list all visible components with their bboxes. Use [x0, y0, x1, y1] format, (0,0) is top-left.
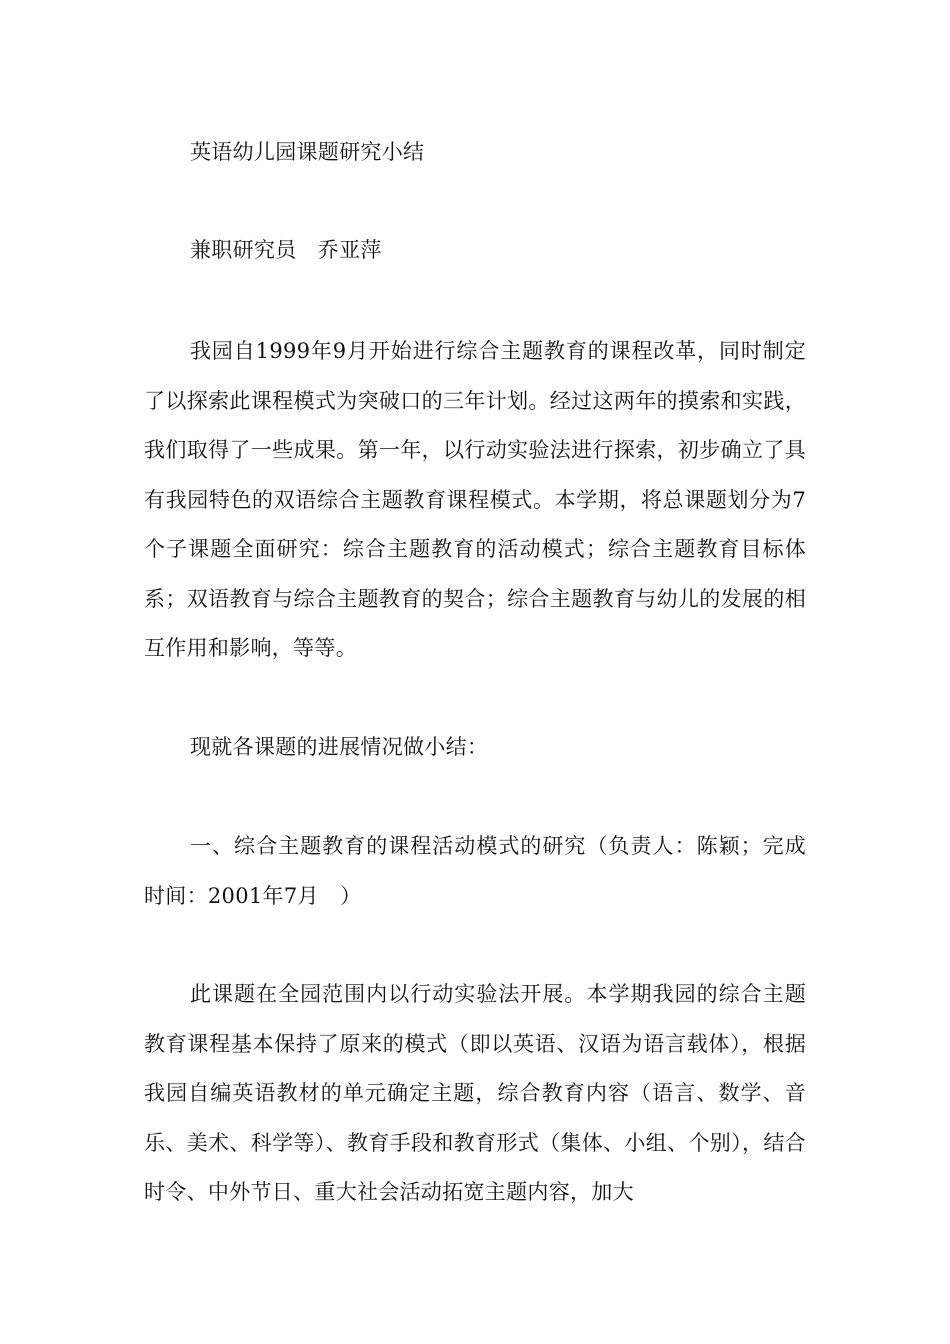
author-line: 兼职研究员 乔亚萍	[190, 238, 382, 262]
section-heading-1: 一、综合主题教育的课程活动模式的研究（负责人：陈颖；完成时间：2001年7月 ）	[144, 834, 806, 908]
paragraph-intro: 我园自1999年9月开始进行综合主题教育的课程改革，同时制定了以探索此课程模式为突破口的三年计划。经过这两年的摸索和实践，我们取得了一些成果。第一年，以行动实验法进行探索，初步确立了具有我园特色的双语综合主题教育课程模式。本学期，将总课题划分为7个子课题全面研究：综合主题教育的活动模式；综合主题教育目标体系；双语教育与综合主题教育的契合；综合主题教育与幼儿的发展的相互作用和影响，等等。	[144, 339, 806, 660]
paragraph-section-1-body: 此课题在全园范围内以行动实验法开展。本学期我园的综合主题教育课程基本保持了原来的模式（即以英语、汉语为语言载体），根据我园自编英语教材的单元确定主题，综合教育内容（语言、数学、音乐、美术、科学等）、教育手段和教育形式（集体、小组、个别），结合时令、中外节日、重大社会活动拓宽主题内容，加大	[144, 982, 806, 1204]
paragraph-summary-lead: 现就各课题的进展情况做小结：	[190, 735, 489, 759]
document-title: 英语幼儿园课题研究小结	[190, 140, 425, 164]
